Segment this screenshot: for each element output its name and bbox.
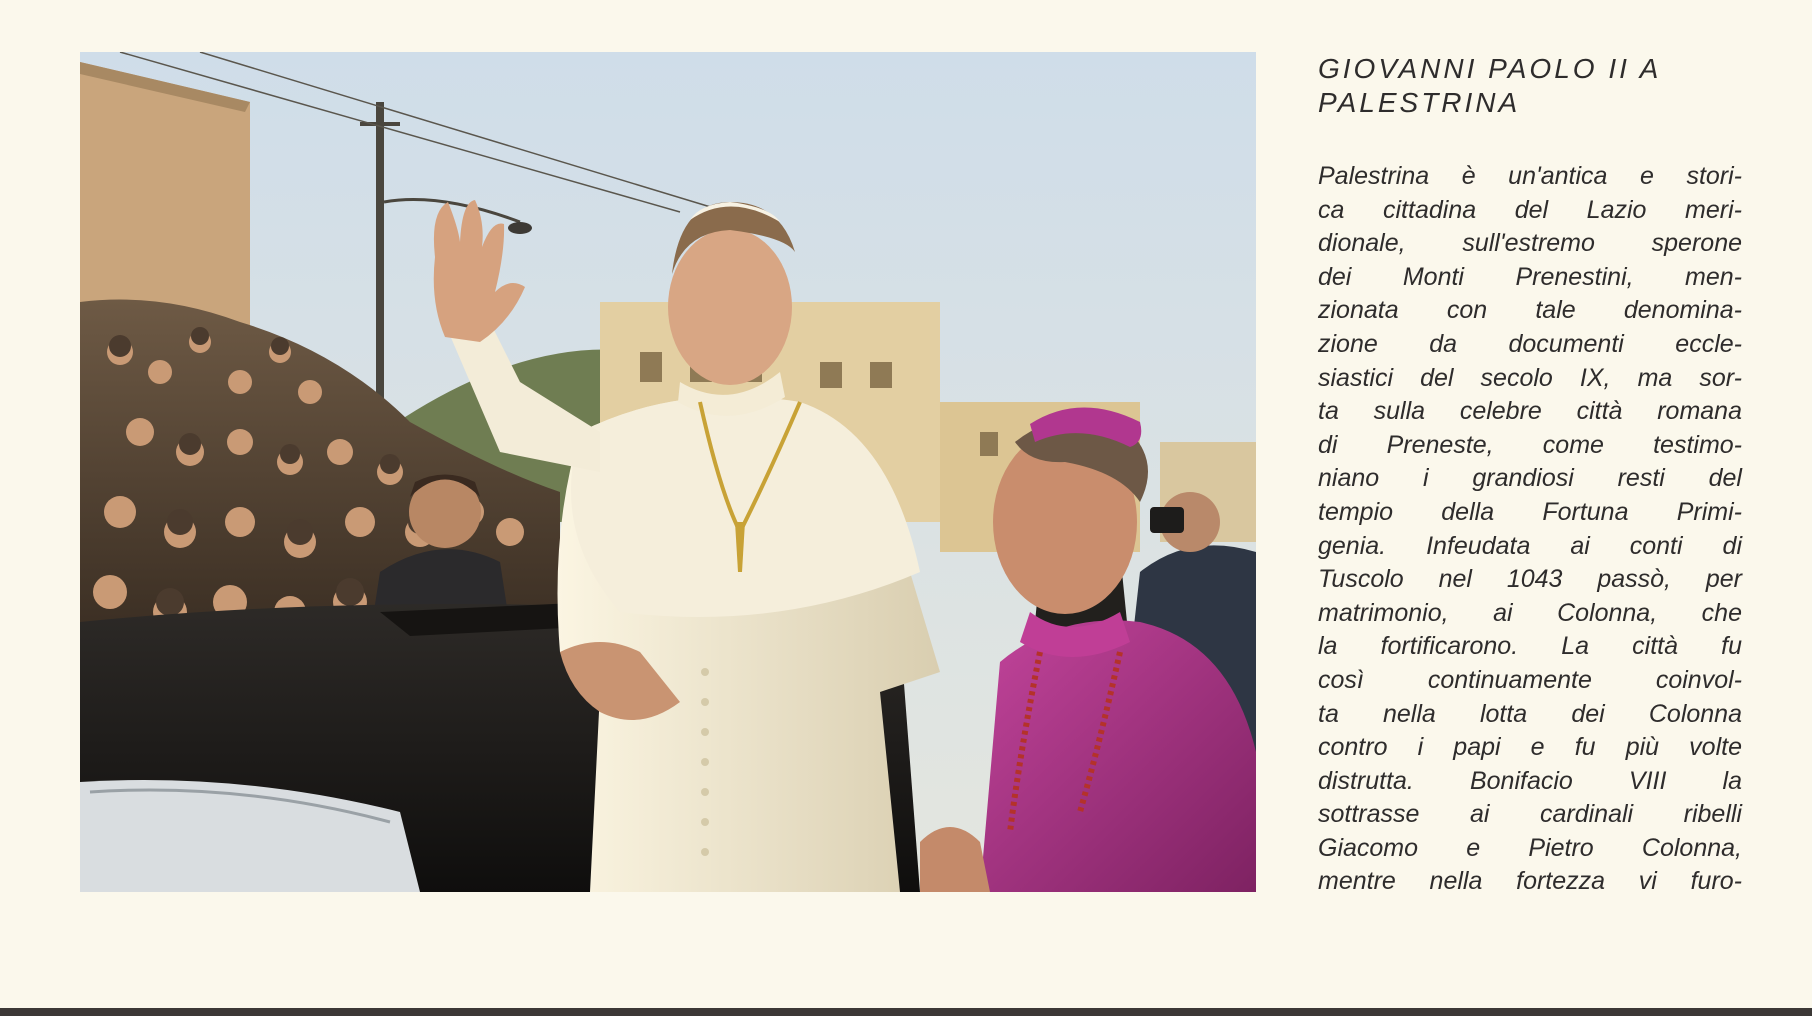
body-line: dei Monti Prenestini, men- [1318,262,1742,291]
body-line: di Preneste, come testimo- [1318,430,1742,459]
body-line: matrimonio, ai Colonna, che [1318,598,1742,627]
article [1318,52,1742,899]
body-line: ta nella lotta dei Colonna [1318,699,1742,728]
body-line: niano i grandiosi resti del [1318,464,1742,493]
body-line: distrutta. Bonifacio VIII la [1318,766,1742,795]
body-line: sottrasse ai cardinali ribelli [1318,800,1742,829]
body-line: dionale, sull'estremo sperone [1318,229,1742,258]
body-line: la fortificarono. La città fu [1318,632,1742,661]
body-line: Palestrina è un'antica e stori- [1318,162,1742,190]
body-line: tempio della Fortuna Primi- [1318,497,1742,526]
body-line: genia. Infeudata ai conti di [1318,531,1742,560]
body-line: siastici del secolo IX, ma sor- [1318,363,1742,392]
article-title [1318,52,1742,120]
body-line: zione da documenti eccle- [1318,329,1742,358]
title-line: GIOVANNI PAOLO II A [1318,53,1662,84]
article-body [1318,160,1742,899]
body-line: zionata con tale denomina- [1318,296,1742,325]
body-line: ta sulla celebre città romana [1318,397,1742,426]
body-line: contro i papi e fu più volte [1318,733,1742,762]
body-line: mentre nella fortezza vi furo- [1318,867,1742,896]
scan-edge [0,1008,1812,1016]
title-line: PALESTRINA [1318,87,1521,118]
body-line: così continuamente coinvol- [1318,665,1742,694]
photo-illustration [80,52,1256,892]
body-line: Giacomo e Pietro Colonna, [1318,833,1742,862]
body-line: ca cittadina del Lazio meri- [1318,195,1742,224]
photograph [80,52,1256,892]
body-line: Tuscolo nel 1043 passò, per [1318,565,1742,594]
